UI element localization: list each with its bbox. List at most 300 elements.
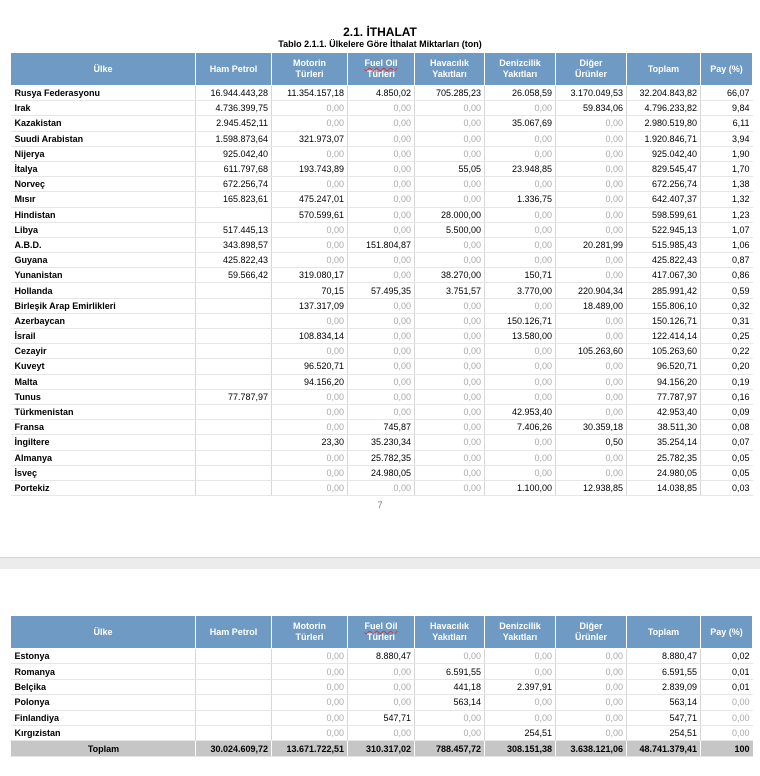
value-cell: 0,25 bbox=[701, 329, 753, 344]
value-cell: 0,00 bbox=[556, 725, 627, 740]
country-cell: İsrail bbox=[11, 329, 196, 344]
value-cell: 0,00 bbox=[348, 725, 415, 740]
value-cell: 0,00 bbox=[556, 131, 627, 146]
value-cell: 1,90 bbox=[701, 146, 753, 161]
value-cell: 0,00 bbox=[272, 420, 348, 435]
value-cell: 0,00 bbox=[272, 313, 348, 328]
table-row bbox=[11, 359, 753, 374]
value-cell: 0,00 bbox=[485, 359, 556, 374]
table-row bbox=[11, 313, 753, 328]
value-cell: 0,00 bbox=[556, 710, 627, 725]
page-number: 7 bbox=[377, 500, 383, 510]
value-cell: 0,00 bbox=[485, 177, 556, 192]
value-cell: 547,71 bbox=[627, 710, 701, 725]
value-cell: 0,00 bbox=[272, 344, 348, 359]
value-cell: 1.336,75 bbox=[485, 192, 556, 207]
total-value: 788.457,72 bbox=[415, 741, 485, 756]
value-cell: 6.591,55 bbox=[415, 664, 485, 679]
value-cell: 0,00 bbox=[348, 404, 415, 419]
import-table-page-2 bbox=[10, 615, 753, 757]
value-cell: 0,00 bbox=[272, 480, 348, 495]
value-cell: 0,50 bbox=[556, 435, 627, 450]
value-cell: 0,00 bbox=[272, 465, 348, 480]
value-cell: 0,00 bbox=[272, 725, 348, 740]
value-cell: 0,08 bbox=[701, 420, 753, 435]
table-row bbox=[11, 480, 753, 495]
total-value: 13.671.722,51 bbox=[272, 741, 348, 756]
value-cell bbox=[196, 480, 272, 495]
document-page-2 bbox=[0, 615, 760, 776]
value-cell: 0,00 bbox=[348, 679, 415, 694]
header-fuel-oil: Fuel Oil Türleri bbox=[348, 616, 415, 649]
table-row bbox=[11, 86, 753, 101]
value-cell: 2.839,09 bbox=[627, 679, 701, 694]
value-cell: 12.938,85 bbox=[556, 480, 627, 495]
value-cell: 105.263,60 bbox=[556, 344, 627, 359]
table-row bbox=[11, 146, 753, 161]
value-cell: 66,07 bbox=[701, 86, 753, 101]
value-cell: 0,00 bbox=[485, 298, 556, 313]
table-row bbox=[11, 710, 753, 725]
value-cell: 0,00 bbox=[485, 222, 556, 237]
country-cell: Almanya bbox=[11, 450, 196, 465]
value-cell: 23.948,85 bbox=[485, 161, 556, 176]
table-row bbox=[11, 435, 753, 450]
value-cell: 0,00 bbox=[556, 207, 627, 222]
table-row bbox=[11, 725, 753, 740]
table-row bbox=[11, 695, 753, 710]
table-row bbox=[11, 161, 753, 176]
value-cell: 745,87 bbox=[348, 420, 415, 435]
country-cell: Türkmenistan bbox=[11, 404, 196, 419]
value-cell: 0,00 bbox=[272, 101, 348, 116]
country-cell: İngiltere bbox=[11, 435, 196, 450]
value-cell: 13.580,00 bbox=[485, 329, 556, 344]
value-cell: 57.495,35 bbox=[348, 283, 415, 298]
value-cell: 0,00 bbox=[485, 450, 556, 465]
value-cell: 0,00 bbox=[556, 268, 627, 283]
value-cell: 475.247,01 bbox=[272, 192, 348, 207]
value-cell: 0,00 bbox=[415, 101, 485, 116]
country-cell: Polonya bbox=[11, 695, 196, 710]
value-cell: 150,71 bbox=[485, 268, 556, 283]
value-cell: 0,09 bbox=[701, 404, 753, 419]
value-cell: 0,00 bbox=[415, 450, 485, 465]
country-cell: Tunus bbox=[11, 389, 196, 404]
import-table-page-1 bbox=[10, 52, 753, 496]
value-cell: 25.782,35 bbox=[348, 450, 415, 465]
value-cell: 0,07 bbox=[701, 435, 753, 450]
total-value: 48.741.379,41 bbox=[627, 741, 701, 756]
value-cell: 96.520,71 bbox=[627, 359, 701, 374]
value-cell: 0,00 bbox=[485, 344, 556, 359]
value-cell: 0,00 bbox=[272, 177, 348, 192]
value-cell: 0,00 bbox=[415, 465, 485, 480]
value-cell: 1.920.846,71 bbox=[627, 131, 701, 146]
value-cell: 0,00 bbox=[485, 237, 556, 252]
value-cell: 0,00 bbox=[415, 649, 485, 664]
table-header-row bbox=[11, 616, 753, 649]
value-cell: 2.397,91 bbox=[485, 679, 556, 694]
value-cell: 42.953,40 bbox=[627, 404, 701, 419]
value-cell: 150.126,71 bbox=[485, 313, 556, 328]
table-row bbox=[11, 404, 753, 419]
value-cell: 20.281,99 bbox=[556, 237, 627, 252]
total-value: 3.638.121,06 bbox=[556, 741, 627, 756]
value-cell: 0,00 bbox=[272, 695, 348, 710]
value-cell: 0,00 bbox=[348, 177, 415, 192]
header-pay: Pay (%) bbox=[701, 616, 753, 649]
value-cell: 515.985,43 bbox=[627, 237, 701, 252]
header-motorin: Motorin Türleri bbox=[272, 616, 348, 649]
table-row bbox=[11, 207, 753, 222]
value-cell: 0,00 bbox=[415, 344, 485, 359]
total-label: Toplam bbox=[11, 741, 196, 756]
value-cell: 0,00 bbox=[415, 329, 485, 344]
value-cell: 105.263,60 bbox=[627, 344, 701, 359]
country-cell: Belçika bbox=[11, 679, 196, 694]
value-cell: 0,00 bbox=[556, 253, 627, 268]
value-cell: 0,00 bbox=[485, 146, 556, 161]
value-cell: 0,00 bbox=[485, 389, 556, 404]
value-cell: 32.204.843,82 bbox=[627, 86, 701, 101]
header-fuel-oil: Fuel Oil Türleri bbox=[348, 53, 415, 86]
table-row bbox=[11, 116, 753, 131]
value-cell: 0,00 bbox=[348, 146, 415, 161]
value-cell: 4.736.399,75 bbox=[196, 101, 272, 116]
value-cell: 0,00 bbox=[485, 465, 556, 480]
value-cell: 522.945,13 bbox=[627, 222, 701, 237]
header-denizcilik: Denizcilik Yakıtları bbox=[485, 53, 556, 86]
value-cell: 55,05 bbox=[415, 161, 485, 176]
country-cell: Irak bbox=[11, 101, 196, 116]
value-cell: 0,86 bbox=[701, 268, 753, 283]
header-havacilik: Havacılık Yakıtları bbox=[415, 616, 485, 649]
value-cell: 0,00 bbox=[272, 664, 348, 679]
value-cell: 193.743,89 bbox=[272, 161, 348, 176]
country-cell: Finlandiya bbox=[11, 710, 196, 725]
table-row bbox=[11, 450, 753, 465]
header-motorin: Motorin Türleri bbox=[272, 53, 348, 86]
country-cell: Hollanda bbox=[11, 283, 196, 298]
value-cell: 598.599,61 bbox=[627, 207, 701, 222]
value-cell: 0,00 bbox=[556, 679, 627, 694]
value-cell bbox=[196, 649, 272, 664]
header-toplam: Toplam bbox=[627, 53, 701, 86]
table-body-page-1 bbox=[11, 86, 753, 496]
value-cell: 1,70 bbox=[701, 161, 753, 176]
value-cell: 26.058,59 bbox=[485, 86, 556, 101]
value-cell: 254,51 bbox=[627, 725, 701, 740]
table-header-row bbox=[11, 53, 753, 86]
value-cell: 2.980.519,80 bbox=[627, 116, 701, 131]
value-cell: 6,11 bbox=[701, 116, 753, 131]
value-cell: 35.230,34 bbox=[348, 435, 415, 450]
value-cell: 0,00 bbox=[415, 389, 485, 404]
value-cell: 0,00 bbox=[415, 725, 485, 740]
value-cell: 321.973,07 bbox=[272, 131, 348, 146]
header-havacilik: Havacılık Yakıtları bbox=[415, 53, 485, 86]
header-ham-petrol: Ham Petrol bbox=[196, 616, 272, 649]
table-row bbox=[11, 283, 753, 298]
table-row bbox=[11, 253, 753, 268]
value-cell: 0,00 bbox=[485, 101, 556, 116]
value-cell: 0,00 bbox=[701, 695, 753, 710]
value-cell: 5.500,00 bbox=[415, 222, 485, 237]
value-cell: 0,22 bbox=[701, 344, 753, 359]
header-ulke: Ülke bbox=[11, 53, 196, 86]
value-cell: 0,00 bbox=[701, 725, 753, 740]
value-cell: 0,00 bbox=[348, 389, 415, 404]
value-cell bbox=[196, 374, 272, 389]
value-cell: 0,00 bbox=[485, 664, 556, 679]
country-cell: Estonya bbox=[11, 649, 196, 664]
value-cell: 0,00 bbox=[272, 116, 348, 131]
country-cell: Kuveyt bbox=[11, 359, 196, 374]
country-cell: Romanya bbox=[11, 664, 196, 679]
table-row bbox=[11, 389, 753, 404]
value-cell: 285.991,42 bbox=[627, 283, 701, 298]
value-cell: 0,00 bbox=[348, 480, 415, 495]
value-cell: 0,00 bbox=[348, 298, 415, 313]
country-cell: Birleşik Arap Emirlikleri bbox=[11, 298, 196, 313]
value-cell: 319.080,17 bbox=[272, 268, 348, 283]
value-cell: 563,14 bbox=[415, 695, 485, 710]
value-cell: 0,00 bbox=[348, 222, 415, 237]
value-cell: 14.038,85 bbox=[627, 480, 701, 495]
value-cell: 0,00 bbox=[348, 344, 415, 359]
table-row bbox=[11, 329, 753, 344]
value-cell: 925.042,40 bbox=[627, 146, 701, 161]
country-cell: Fransa bbox=[11, 420, 196, 435]
value-cell: 16.944.443,28 bbox=[196, 86, 272, 101]
value-cell: 0,00 bbox=[415, 146, 485, 161]
value-cell: 11.354.157,18 bbox=[272, 86, 348, 101]
value-cell: 0,00 bbox=[556, 313, 627, 328]
value-cell: 0,00 bbox=[415, 237, 485, 252]
value-cell bbox=[196, 664, 272, 679]
value-cell: 0,32 bbox=[701, 298, 753, 313]
table-row bbox=[11, 192, 753, 207]
total-value: 100 bbox=[701, 741, 753, 756]
value-cell: 70,15 bbox=[272, 283, 348, 298]
value-cell: 0,00 bbox=[556, 161, 627, 176]
value-cell: 0,00 bbox=[272, 253, 348, 268]
value-cell: 441,18 bbox=[415, 679, 485, 694]
value-cell: 0,00 bbox=[415, 710, 485, 725]
value-cell: 0,87 bbox=[701, 253, 753, 268]
value-cell: 1,32 bbox=[701, 192, 753, 207]
value-cell: 0,19 bbox=[701, 374, 753, 389]
value-cell: 77.787,97 bbox=[627, 389, 701, 404]
table-row bbox=[11, 101, 753, 116]
value-cell: 0,00 bbox=[348, 359, 415, 374]
value-cell: 23,30 bbox=[272, 435, 348, 450]
value-cell: 705.285,23 bbox=[415, 86, 485, 101]
value-cell: 0,00 bbox=[272, 404, 348, 419]
value-cell bbox=[196, 725, 272, 740]
value-cell: 0,00 bbox=[348, 268, 415, 283]
value-cell: 0,00 bbox=[272, 679, 348, 694]
value-cell: 0,00 bbox=[556, 404, 627, 419]
page-gap bbox=[0, 557, 760, 615]
value-cell: 0,00 bbox=[485, 435, 556, 450]
value-cell: 0,00 bbox=[272, 450, 348, 465]
value-cell: 25.782,35 bbox=[627, 450, 701, 465]
value-cell: 0,00 bbox=[556, 649, 627, 664]
value-cell bbox=[196, 404, 272, 419]
value-cell: 0,00 bbox=[415, 298, 485, 313]
value-cell: 18.489,00 bbox=[556, 298, 627, 313]
value-cell: 0,00 bbox=[415, 480, 485, 495]
value-cell: 0,00 bbox=[348, 253, 415, 268]
value-cell: 0,00 bbox=[272, 710, 348, 725]
value-cell bbox=[196, 420, 272, 435]
value-cell: 563,14 bbox=[627, 695, 701, 710]
country-cell: İsveç bbox=[11, 465, 196, 480]
table-row bbox=[11, 374, 753, 389]
header-diger: Diğer Ürünler bbox=[556, 53, 627, 86]
value-cell: 122.414,14 bbox=[627, 329, 701, 344]
value-cell: 1,38 bbox=[701, 177, 753, 192]
value-cell: 570.599,61 bbox=[272, 207, 348, 222]
table-row bbox=[11, 177, 753, 192]
value-cell: 35.254,14 bbox=[627, 435, 701, 450]
value-cell: 96.520,71 bbox=[272, 359, 348, 374]
value-cell: 0,00 bbox=[556, 146, 627, 161]
value-cell: 0,00 bbox=[348, 207, 415, 222]
total-value: 30.024.609,72 bbox=[196, 741, 272, 756]
value-cell: 30.359,18 bbox=[556, 420, 627, 435]
value-cell: 425.822,43 bbox=[627, 253, 701, 268]
value-cell: 0,00 bbox=[415, 253, 485, 268]
value-cell bbox=[196, 207, 272, 222]
value-cell: 3.170.049,53 bbox=[556, 86, 627, 101]
value-cell: 0,00 bbox=[415, 359, 485, 374]
value-cell: 0,05 bbox=[701, 465, 753, 480]
value-cell: 0,05 bbox=[701, 450, 753, 465]
value-cell: 0,00 bbox=[556, 465, 627, 480]
value-cell: 77.787,97 bbox=[196, 389, 272, 404]
value-cell: 547,71 bbox=[348, 710, 415, 725]
table-row bbox=[11, 420, 753, 435]
value-cell: 1,07 bbox=[701, 222, 753, 237]
value-cell: 1,23 bbox=[701, 207, 753, 222]
value-cell bbox=[196, 359, 272, 374]
table-row bbox=[11, 268, 753, 283]
value-cell: 35.067,69 bbox=[485, 116, 556, 131]
country-cell: Nijerya bbox=[11, 146, 196, 161]
value-cell: 94.156,20 bbox=[627, 374, 701, 389]
value-cell: 0,00 bbox=[415, 435, 485, 450]
value-cell bbox=[196, 313, 272, 328]
country-cell: Guyana bbox=[11, 253, 196, 268]
value-cell bbox=[196, 329, 272, 344]
country-cell: Kırgızistan bbox=[11, 725, 196, 740]
value-cell: 829.545,47 bbox=[627, 161, 701, 176]
value-cell: 59.834,06 bbox=[556, 101, 627, 116]
value-cell: 137.317,09 bbox=[272, 298, 348, 313]
value-cell: 0,31 bbox=[701, 313, 753, 328]
value-cell: 3.770,00 bbox=[485, 283, 556, 298]
table-row bbox=[11, 237, 753, 252]
value-cell: 1.100,00 bbox=[485, 480, 556, 495]
value-cell: 0,00 bbox=[485, 710, 556, 725]
value-cell: 0,00 bbox=[556, 177, 627, 192]
table-row bbox=[11, 664, 753, 679]
value-cell: 150.126,71 bbox=[627, 313, 701, 328]
value-cell: 1.598.873,64 bbox=[196, 131, 272, 146]
value-cell bbox=[196, 298, 272, 313]
value-cell: 24.980,05 bbox=[348, 465, 415, 480]
value-cell: 0,00 bbox=[272, 649, 348, 664]
table-row bbox=[11, 679, 753, 694]
value-cell: 0,00 bbox=[485, 207, 556, 222]
country-cell: Libya bbox=[11, 222, 196, 237]
value-cell: 7.406,26 bbox=[485, 420, 556, 435]
value-cell: 220.904,34 bbox=[556, 283, 627, 298]
value-cell: 0,00 bbox=[415, 313, 485, 328]
value-cell bbox=[196, 465, 272, 480]
value-cell: 0,00 bbox=[415, 374, 485, 389]
value-cell: 642.407,37 bbox=[627, 192, 701, 207]
country-cell: Rusya Federasyonu bbox=[11, 86, 196, 101]
value-cell: 155.806,10 bbox=[627, 298, 701, 313]
header-pay: Pay (%) bbox=[701, 53, 753, 86]
value-cell: 1,06 bbox=[701, 237, 753, 252]
value-cell: 0,01 bbox=[701, 679, 753, 694]
value-cell: 0,59 bbox=[701, 283, 753, 298]
value-cell: 611.797,68 bbox=[196, 161, 272, 176]
value-cell: 4.796.233,82 bbox=[627, 101, 701, 116]
table-row bbox=[11, 465, 753, 480]
value-cell: 0,00 bbox=[415, 177, 485, 192]
value-cell: 0,00 bbox=[348, 313, 415, 328]
value-cell bbox=[196, 283, 272, 298]
value-cell: 0,00 bbox=[272, 222, 348, 237]
value-cell: 0,00 bbox=[348, 192, 415, 207]
value-cell bbox=[196, 344, 272, 359]
value-cell: 0,00 bbox=[485, 253, 556, 268]
country-cell: Portekiz bbox=[11, 480, 196, 495]
value-cell: 6.591,55 bbox=[627, 664, 701, 679]
value-cell: 38.511,30 bbox=[627, 420, 701, 435]
value-cell: 0,00 bbox=[556, 222, 627, 237]
value-cell: 0,00 bbox=[415, 116, 485, 131]
value-cell: 0,00 bbox=[348, 664, 415, 679]
value-cell: 108.834,14 bbox=[272, 329, 348, 344]
country-cell: Cezayir bbox=[11, 344, 196, 359]
value-cell: 0,00 bbox=[556, 359, 627, 374]
value-cell: 0,00 bbox=[415, 420, 485, 435]
value-cell: 425.822,43 bbox=[196, 253, 272, 268]
value-cell: 517.445,13 bbox=[196, 222, 272, 237]
value-cell bbox=[196, 679, 272, 694]
value-cell: 0,00 bbox=[415, 404, 485, 419]
header-ham-petrol: Ham Petrol bbox=[196, 53, 272, 86]
value-cell: 925.042,40 bbox=[196, 146, 272, 161]
table-row bbox=[11, 298, 753, 313]
value-cell: 0,02 bbox=[701, 649, 753, 664]
value-cell: 0,00 bbox=[348, 329, 415, 344]
value-cell: 0,00 bbox=[556, 116, 627, 131]
header-denizcilik: Denizcilik Yakıtları bbox=[485, 616, 556, 649]
table-row bbox=[11, 649, 753, 664]
total-row bbox=[11, 741, 753, 756]
value-cell: 38.270,00 bbox=[415, 268, 485, 283]
value-cell: 0,00 bbox=[272, 389, 348, 404]
value-cell: 151.804,87 bbox=[348, 237, 415, 252]
